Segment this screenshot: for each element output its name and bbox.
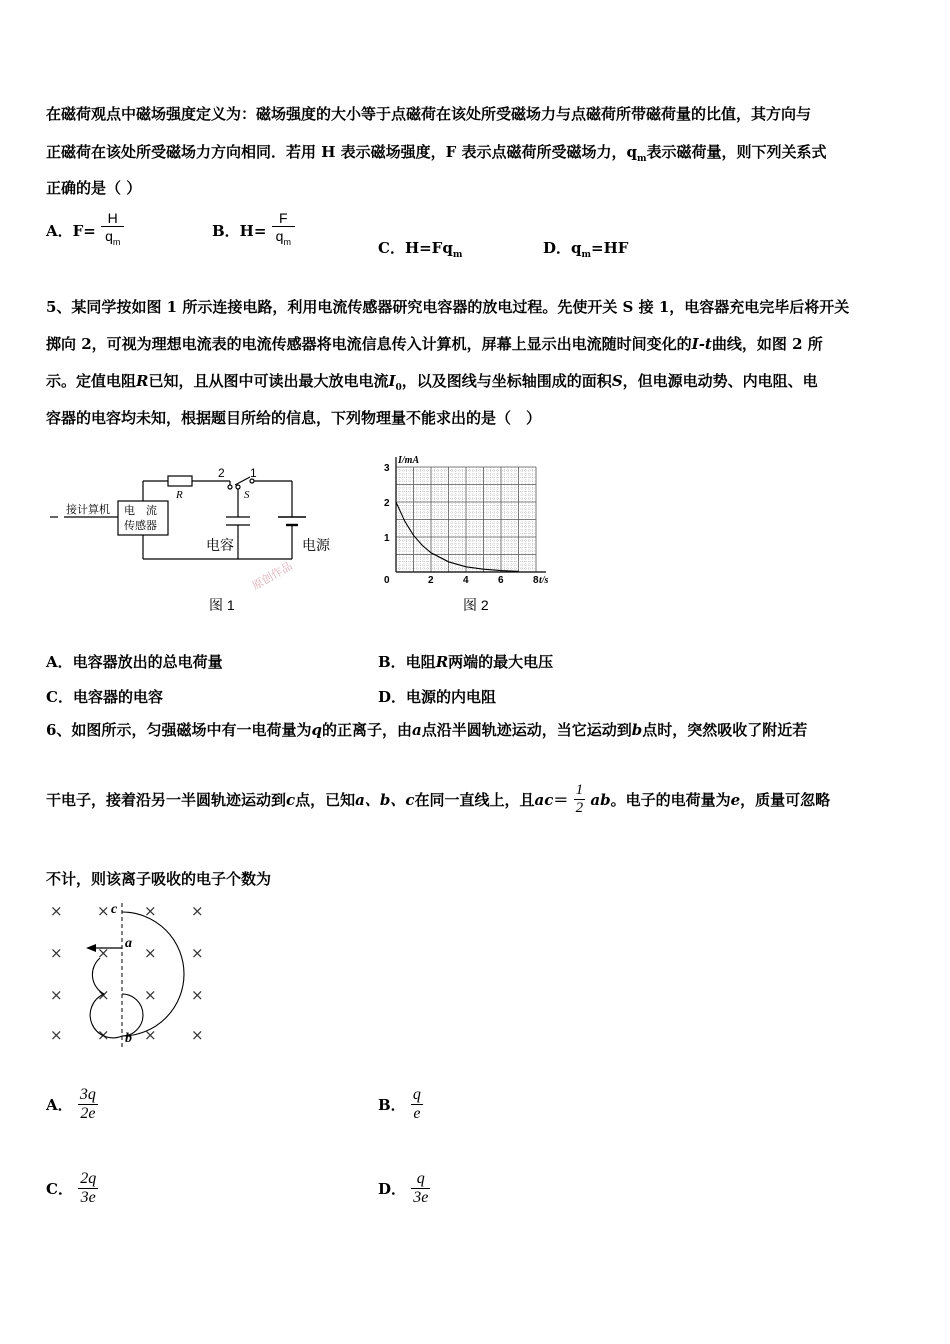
chart-grid	[396, 467, 536, 572]
q5-stem-line2: 掷向 2，可视为理想电流表的电流传感器将电流信息传入计算机，屏幕上显示出电流随时间变化的I-t曲线，如图 2 所	[46, 335, 823, 353]
q6-stem-line1: 6、如图所示，匀强磁场中有一电荷量为q的正离子，由a点沿半圆轨迹运动，当它运动到b点时，突然吸收了附近若	[46, 721, 808, 739]
circuit-diagram	[40, 455, 370, 595]
field-x-mark: ×	[97, 986, 110, 1004]
switch-pos-1-label: 1	[250, 466, 257, 480]
field-x-mark: ×	[144, 986, 157, 1004]
field-x-mark: ×	[97, 902, 110, 920]
switch-label: S	[244, 489, 250, 501]
small-arc-lower	[122, 994, 143, 1036]
point-c-label: c	[111, 902, 118, 917]
field-x-mark: ×	[144, 944, 157, 962]
q5-option-d[interactable]: D．电源的内电阻	[378, 688, 497, 706]
chart-x-label: t/s	[539, 575, 549, 586]
small-arc-upper	[90, 958, 122, 1038]
q4-stem-line2: 正磁荷在该处所受磁场力方向相同．若用 H 表示磁场强度，F 表示点磁荷所受磁场力，$q_m$表示磁荷量，则下列关系式	[46, 143, 827, 164]
figure1-caption: 图 1	[209, 597, 235, 613]
magnetic-field-diagram	[40, 898, 220, 1053]
q4-stem-line1: 在磁荷观点中磁场强度定义为：磁场强度的大小等于点磁荷在该处所受磁场力与点磁荷所带磁荷量的比值，其方向与	[46, 105, 812, 123]
large-semicircle	[122, 912, 184, 1036]
q5-stem-line1: 5、某同学按如图 1 所示连接电路，利用电流传感器研究电容器的放电过程。先使开关 S 接 1，电容器充电完毕后将开关	[46, 298, 850, 316]
field-x-mark: ×	[191, 902, 204, 920]
field-x-mark: ×	[191, 1026, 204, 1044]
q6-option-b[interactable]: B． $\frac{q}{e}$	[378, 1086, 421, 1122]
q5-option-a[interactable]: A．电容器放出的总电荷量	[46, 653, 223, 671]
y-tick-label: 3	[384, 463, 390, 474]
q6-option-a[interactable]: A． $\frac{3q}{2e}$	[46, 1086, 96, 1122]
switch-pivot	[236, 485, 240, 489]
watermark: 原创作品	[250, 559, 295, 593]
point-b-label: b	[125, 1031, 132, 1046]
capacitor-label: 电容	[206, 538, 234, 554]
q4-stem-line3: 正确的是（ ）	[46, 179, 142, 197]
field-x-mark: ×	[50, 902, 63, 920]
y-tick-label: 1	[384, 533, 390, 544]
q5-stem-line4: 容器的电容均未知，根据题目所给的信息，下列物理量不能求出的是（ ）	[46, 409, 542, 427]
switch-contact-2	[228, 485, 232, 489]
switch-blade	[235, 477, 250, 485]
point-a-label: a	[125, 936, 132, 951]
field-x-mark: ×	[191, 986, 204, 1004]
q6-option-d[interactable]: D． $\frac{q}{3e}$	[378, 1170, 429, 1206]
field-x-mark: ×	[191, 944, 204, 962]
chart-y-label: I/mA	[398, 455, 420, 466]
field-x-mark: ×	[144, 902, 157, 920]
field-x-mark: ×	[50, 944, 63, 962]
q4-option-a[interactable]: A．F= $\frac{H}{q_m}$	[46, 210, 124, 251]
q4-option-c[interactable]: C．$H=Fq_m$	[378, 239, 463, 260]
resistor-symbol	[168, 476, 192, 486]
switch-pos-2-label: 2	[218, 466, 225, 480]
resistor-label: R	[176, 489, 183, 501]
q6-stem-line2: 干电子，接着沿另一半圆轨迹运动到c点，已知a、b、c在同一直线上，且ac＝ $\frac{1}{2}$ ab。电子的电荷量为e，质量可忽略	[46, 782, 831, 816]
x-tick-label: 4	[463, 575, 469, 586]
y-tick-label: 2	[384, 498, 390, 509]
computer-label: 接计算机	[66, 504, 110, 516]
q5-option-b[interactable]: B．电阻R两端的最大电压	[378, 653, 554, 671]
it-chart	[374, 450, 574, 590]
sensor-label-1: 电 流	[124, 505, 157, 517]
figure2-caption: 图 2	[463, 597, 489, 613]
field-x-mark: ×	[97, 1026, 110, 1044]
x-tick-label: 0	[384, 575, 390, 586]
field-x-mark: ×	[144, 1026, 157, 1044]
field-x-mark: ×	[50, 986, 63, 1004]
trajectory-svg	[40, 898, 220, 1053]
q5-stem-line3: 示。定值电阻R已知，且从图中可读出最大放电电流$I_0$，以及图线与坐标轴围成的面积S，但电源电动势、内电阻、电	[46, 372, 818, 393]
q5-option-c[interactable]: C．电容器的电容	[46, 688, 163, 706]
field-x-mark: ×	[50, 1026, 63, 1044]
source-label: 电源	[302, 538, 330, 554]
sensor-label-2: 传感器	[124, 520, 157, 532]
q6-option-c[interactable]: C． $\frac{2q}{3e}$	[46, 1170, 97, 1206]
field-x-mark: ×	[97, 944, 110, 962]
x-tick-label: 8	[533, 575, 539, 586]
x-tick-label: 6	[498, 575, 504, 586]
q6-stem-line3: 不计，则该离子吸收的电子个数为	[46, 870, 272, 888]
q4-option-b[interactable]: B．H= $\frac{F}{q_m}$	[212, 210, 295, 251]
arrow-head	[86, 944, 96, 952]
q4-option-d[interactable]: D．$q_m=HF$	[543, 239, 629, 260]
x-tick-label: 2	[428, 575, 434, 586]
